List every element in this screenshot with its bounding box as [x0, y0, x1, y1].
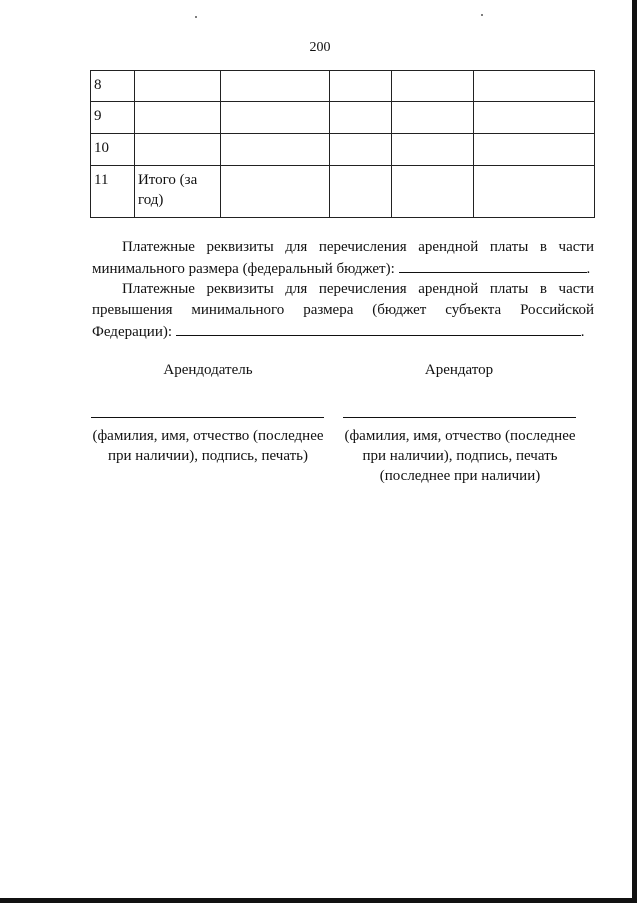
row-number-cell: 8	[91, 71, 135, 102]
table-cell	[474, 166, 595, 218]
lessor-title: Арендодатель	[163, 362, 253, 378]
table-row	[91, 134, 595, 166]
rent-payment-table	[90, 70, 595, 218]
table-row	[91, 71, 595, 102]
table-cell	[134, 102, 220, 134]
federal-payment-text: Платежные реквизиты для перечисления арендной платы в части минимального размера (федеральный бюджет):	[92, 239, 594, 277]
table-cell	[474, 102, 595, 134]
row-number-cell: 11	[91, 166, 135, 218]
table-row	[91, 102, 595, 134]
federal-details-blank	[399, 258, 587, 273]
regional-details-blank	[176, 321, 581, 336]
regional-payment-text: Платежные реквизиты для перечисления арендной платы в части превышения минимального размера (бюджет субъекта Российской Федерации):	[92, 281, 594, 340]
table-cell	[134, 134, 220, 166]
row-number-cell: 9	[91, 102, 135, 134]
table-cell	[392, 166, 474, 218]
lessee-signature-line	[343, 417, 576, 418]
table-cell	[392, 134, 474, 166]
total-label-cell: Итого (за год)	[134, 166, 220, 218]
federal-payment-details: Платежные реквизиты для перечисления арендной платы в части минимального размера (федеральный бюджет): .	[92, 239, 594, 277]
table-cell	[329, 102, 392, 134]
table-cell	[474, 71, 595, 102]
lessor-signature-line	[91, 417, 324, 418]
table-cell	[134, 71, 220, 102]
table-cell	[220, 134, 329, 166]
page-number: 200	[309, 40, 331, 55]
table-cell	[220, 102, 329, 134]
table-cell	[220, 71, 329, 102]
table-cell	[329, 166, 392, 218]
table-cell	[329, 71, 392, 102]
lessee-title: Арендатор	[424, 362, 494, 378]
table-row	[91, 166, 595, 218]
table-cell	[329, 134, 392, 166]
table-cell	[474, 134, 595, 166]
row-number-cell: 10	[91, 134, 135, 166]
scan-speck	[481, 14, 483, 16]
table-cell	[392, 71, 474, 102]
table-cell	[220, 166, 329, 218]
table-cell	[392, 102, 474, 134]
lessee-signature-caption: (фамилия, имя, отчество (последнее при наличии), подпись, печать (последнее при наличии)	[344, 428, 576, 484]
regional-payment-details: Платежные реквизиты для перечисления арендной платы в части превышения минимального размера (бюджет субъекта Российской Федерации): .	[92, 281, 594, 340]
lessor-signature-caption: (фамилия, имя, отчество (последнее при наличии), подпись, печать)	[92, 428, 324, 464]
scan-speck	[195, 16, 197, 18]
